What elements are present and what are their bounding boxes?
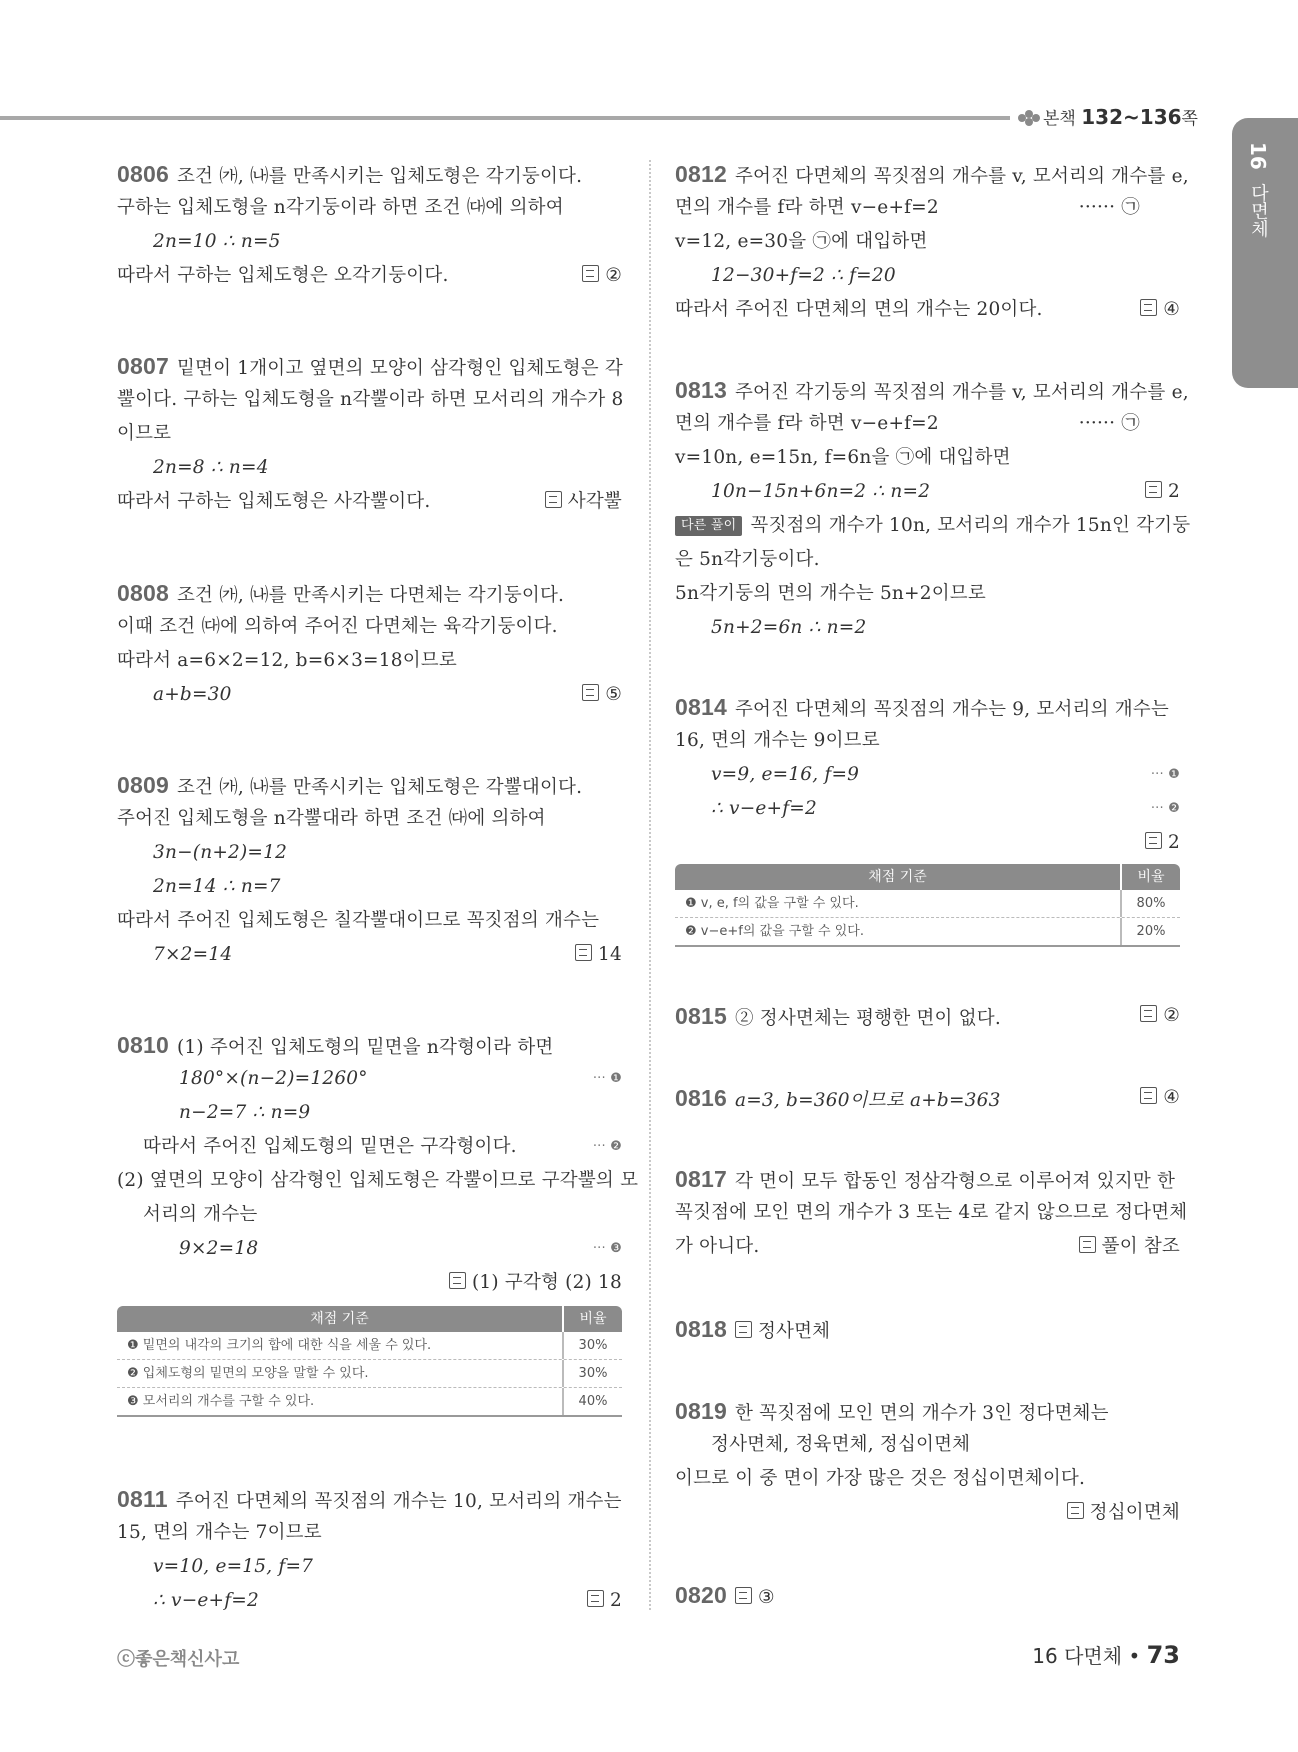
answer [575,938,622,972]
text: 서리의 개수는 [143,1204,258,1225]
text: 따라서 주어진 다면체의 면의 개수는 20이다. [675,299,1043,320]
problem-line: 16, 면의 개수는 9이므로 [675,730,880,751]
answer [582,259,622,293]
problem-line [675,999,1180,1033]
publisher: ⓒ좋은책신사고 [117,1649,240,1670]
equation: a+b=30 [153,684,232,705]
flower-icon [1018,110,1040,126]
problem-line [117,1266,622,1300]
text: 따라서 구하는 입체도형은 사각뿔이다. [117,491,431,512]
table-cell: 20% [1120,918,1180,945]
equation-tag: ······ ㉠ [1078,197,1140,218]
page-reference-suffix: 쪽 [1181,109,1198,129]
chapter-tab-number: 16 [1246,142,1270,170]
problem-number: 0819 [675,1398,727,1424]
problem-line [117,1232,622,1266]
answer-icon [1079,1236,1096,1253]
problem-line [117,259,622,293]
answer-icon [449,1272,466,1289]
table-row [675,918,1180,947]
text: 주어진 다면체의 꼭짓점의 개수는 9, 모서리의 개수는 [734,699,1169,720]
table-cell: ❷ v−e+f의 값을 구할 수 있다. [685,924,864,939]
answer [587,1584,622,1618]
problem-number: 0813 [675,377,727,403]
text: 각 면이 모두 합동인 정삼각형으로 이루어져 있지만 한 [734,1171,1176,1192]
problem-number: 0817 [675,1166,727,1192]
text: 따라서 구하는 입체도형은 오각기둥이다. [117,265,449,286]
problem-line [675,758,1180,792]
answer-value: ② [605,265,622,286]
problem-number: 0808 [117,580,169,606]
equation: ∴ v−e+f=2 [153,1590,259,1611]
problem-line: 뿔이다. 구하는 입체도형을 n각뿔이라 하면 모서리의 개수가 8 [117,389,624,410]
equation: 2n=10 ∴ n=5 [153,231,281,252]
text: 조건 ㈎, ㈏를 만족시키는 입체도형은 각기둥이다. [176,166,583,187]
answer-value: 2 [1168,481,1180,502]
answer-icon [1145,832,1162,849]
step-marker: ··· ❷ [1150,801,1180,816]
text: a=3, b=360이므로 a+b=363 [734,1090,1001,1111]
equation: 12−30+f=2 ∴ f=20 [711,265,896,286]
text: ② 정사면체는 평행한 면이 없다. [734,1008,1001,1029]
problem-line [675,1496,1180,1530]
text: 조건 ㈎, ㈏를 만족시키는 입체도형은 각뿔대이다. [176,777,583,798]
page-reference-range: 132~136 [1081,105,1182,129]
problem-line [675,690,1180,724]
problem-line [117,1584,622,1618]
table-header [117,1306,622,1332]
problem-line [117,576,622,610]
problem-line: 이므로 [117,423,172,444]
answer-icon [735,1321,752,1338]
text: 주어진 다면체의 꼭짓점의 개수는 10, 모서리의 개수는 [175,1491,622,1512]
problem-line [675,1230,1180,1264]
problem-line: 구하는 입체도형을 n각기둥이라 하면 조건 ㈐에 의하여 [117,197,564,218]
answer-value: 풀이 참조 [1101,1236,1180,1257]
page-reference-prefix: 본책 [1043,109,1076,129]
alternative-solution-badge: 다른 풀이 [675,516,742,536]
problem-line [675,792,1180,826]
answer-icon [735,1587,752,1604]
problem-number: 0814 [675,694,727,720]
answer [1140,293,1180,327]
answer-value: ② [1163,1005,1180,1026]
equation: 5n+2=6n ∴ n=2 [711,617,867,638]
problem-line: 정사면체, 정육면체, 정십이면체 [711,1434,971,1455]
table-row [117,1332,622,1360]
answer-icon [1067,1502,1084,1519]
answer [1145,475,1180,509]
problem-line [675,293,1180,327]
answer-value: (1) 구각형 (2) 18 [471,1272,622,1293]
text: 따라서 주어진 입체도형의 밑면은 구각형이다. [143,1136,517,1157]
table-header-ratio: 비율 [1122,864,1180,890]
problem-number: 0811 [117,1486,168,1512]
answer-icon [582,265,599,282]
problem-number: 0809 [117,772,169,798]
page-number: 73 [1146,1641,1180,1669]
problem-line: (2) 옆면의 모양이 삼각형인 입체도형은 각뿔이므로 구각뿔의 모 [117,1170,639,1191]
problem-line [675,373,1189,407]
text: 주어진 각기둥의 꼭짓점의 개수를 v, 모서리의 개수를 e, [734,382,1189,403]
answer-icon [1140,1005,1157,1022]
text: 조건 ㈎, ㈏를 만족시키는 다면체는 각기둥이다. [176,585,565,606]
problem-line [675,826,1180,860]
problem-number: 0810 [117,1032,169,1058]
answer-value: 사각뿔 [567,491,622,512]
table-cell: 40% [562,1388,622,1415]
answer [1140,999,1180,1033]
equation: 7×2=14 [153,944,233,965]
problem-number: 0816 [675,1085,727,1111]
text: 주어진 다면체의 꼭짓점의 개수를 v, 모서리의 개수를 e, [734,166,1189,187]
answer-value: 14 [598,944,622,965]
equation: ∴ v−e+f=2 [711,798,817,819]
problem-line [117,1062,622,1096]
problem-line: v=12, e=30을 ㉠에 대입하면 [675,231,928,252]
table-header-criteria: 채점 기준 [675,864,1120,890]
equation: 10n−15n+6n=2 ∴ n=2 [711,481,931,502]
problem-line: 15, 면의 개수는 7이므로 [117,1522,322,1543]
answer-icon [1140,1087,1157,1104]
chapter-tab-title: 다면체 [1248,183,1269,238]
answer-value: 2 [1168,832,1180,853]
answer [1067,1496,1180,1530]
header-rule [0,116,1010,120]
problem-line [117,1130,622,1164]
problem-line: 5n각기둥의 면의 개수는 5n+2이므로 [675,583,986,604]
answer-icon [587,1590,604,1607]
problem-number: 0812 [675,161,727,187]
answer [1145,826,1180,860]
problem-line [117,768,622,802]
problem-line [117,485,622,519]
answer-icon [1145,481,1162,498]
step-marker: ··· ❶ [1150,767,1180,782]
problem-line [675,1394,1180,1428]
problem-line: 따라서 주어진 입체도형은 칠각뿔대이므로 꼭짓점의 개수는 [117,910,600,931]
equation: v=9, e=16, f=9 [711,764,860,785]
problem-line [675,157,1189,191]
text: 면의 개수를 f라 하면 v−e+f=2 [675,197,939,218]
problem-line [117,1198,622,1232]
problem-line [117,678,622,712]
equation: 9×2=18 [179,1238,259,1259]
grading-table [117,1306,622,1417]
problem-line [675,1081,1180,1115]
answer-icon [1140,299,1157,316]
problem-line: 꼭짓점에 모인 면의 개수가 3 또는 4로 같지 않으므로 정다면체 [675,1202,1188,1223]
answer [545,485,622,519]
equation: 180°×(n−2)=1260° [179,1068,368,1089]
answer-value: ⑤ [605,684,622,705]
problem-line [117,349,622,383]
answer-value: ④ [1163,1087,1180,1108]
table-cell: ❸ 모서리의 개수를 구할 수 있다. [127,1394,315,1409]
answer [449,1266,622,1300]
answer [1079,1230,1180,1264]
text: (1) 주어진 입체도형의 밑면을 n각형이라 하면 [176,1037,554,1058]
problem-line [675,1578,1180,1612]
answer-value: 2 [610,1590,622,1611]
equation: 3n−(n+2)=12 [153,842,288,863]
problem-line: 주어진 입체도형을 n각뿔대라 하면 조건 ㈐에 의하여 [117,808,546,829]
problem-line [117,157,622,191]
problem-line: 이므로 이 중 면이 가장 많은 것은 정십이면체이다. [675,1468,1086,1489]
page-reference [1018,104,1198,129]
table-header-ratio: 비율 [564,1306,622,1332]
answer-value: 정사면체 [757,1321,831,1342]
table-cell: 30% [562,1332,622,1359]
answer-value: ③ [757,1587,775,1608]
problem-line [675,191,1180,225]
equation-tag: ······ ㉠ [1078,413,1140,434]
grading-table [675,864,1180,947]
table-cell: ❶ v, e, f의 값을 구할 수 있다. [685,896,859,911]
answer-icon [545,491,562,508]
answer [582,678,622,712]
step-marker: ··· ❷ [592,1139,622,1154]
problem-line: 은 5n각기둥이다. [675,549,820,570]
answer-icon [582,684,599,701]
equation: v=10, e=15, f=7 [153,1556,314,1577]
problem-line: 이때 조건 ㈐에 의하여 주어진 다면체는 육각기둥이다. [117,616,558,637]
footer-separator: • [1128,1644,1141,1668]
problem-number: 0806 [117,161,169,187]
step-marker: ··· ❸ [592,1241,622,1256]
problem-line [117,1482,622,1516]
table-cell: ❶ 밑면의 내각의 크기의 합에 대한 식을 세울 수 있다. [127,1338,432,1353]
table-cell: 80% [1120,890,1180,917]
problem-line [675,407,1180,441]
answer-value: 정십이면체 [1089,1502,1180,1523]
text: 밑면이 1개이고 옆면의 모양이 삼각형인 입체도형은 각 [176,358,623,379]
footer-chapter: 16 다면체 [1032,1644,1123,1668]
column-divider [649,160,651,1610]
table-row [117,1360,622,1388]
table-row [675,890,1180,918]
problem-line [117,1028,622,1062]
answer-icon [575,944,592,961]
problem-line [675,475,1180,509]
answer-value: ④ [1163,299,1180,320]
table-cell: 30% [562,1360,622,1387]
problem-number: 0815 [675,1003,727,1029]
table-header [675,864,1180,890]
equation: 2n=8 ∴ n=4 [153,457,269,478]
text: 꼭짓점의 개수가 10n, 모서리의 개수가 15n인 각기둥 [750,515,1191,536]
step-marker: ··· ❶ [592,1071,622,1086]
problem-number: 0820 [675,1582,727,1608]
problem-line: 따라서 a=6×2=12, b=6×3=18이므로 [117,650,457,671]
equation: 2n=14 ∴ n=7 [153,876,281,897]
text: 면의 개수를 f라 하면 v−e+f=2 [675,413,939,434]
chapter-tab-label [1243,142,1271,238]
problem-line [675,509,1191,543]
problem-number: 0818 [675,1316,727,1342]
answer [1140,1081,1180,1115]
table-row [117,1388,622,1417]
table-cell: ❷ 입체도형의 밑면의 모양을 말할 수 있다. [127,1366,369,1381]
page-footer [1032,1640,1180,1669]
text: 한 꼭짓점에 모인 면의 개수가 3인 정다면체는 [734,1403,1109,1424]
problem-line [117,1096,622,1130]
equation: n−2=7 ∴ n=9 [179,1102,311,1123]
text: 가 아니다. [675,1236,760,1257]
problem-line: v=10n, e=15n, f=6n을 ㉠에 대입하면 [675,447,1011,468]
problem-line [675,1312,1180,1346]
problem-line [675,1162,1180,1196]
problem-line [117,938,622,972]
problem-number: 0807 [117,353,169,379]
table-header-criteria: 채점 기준 [117,1306,562,1332]
